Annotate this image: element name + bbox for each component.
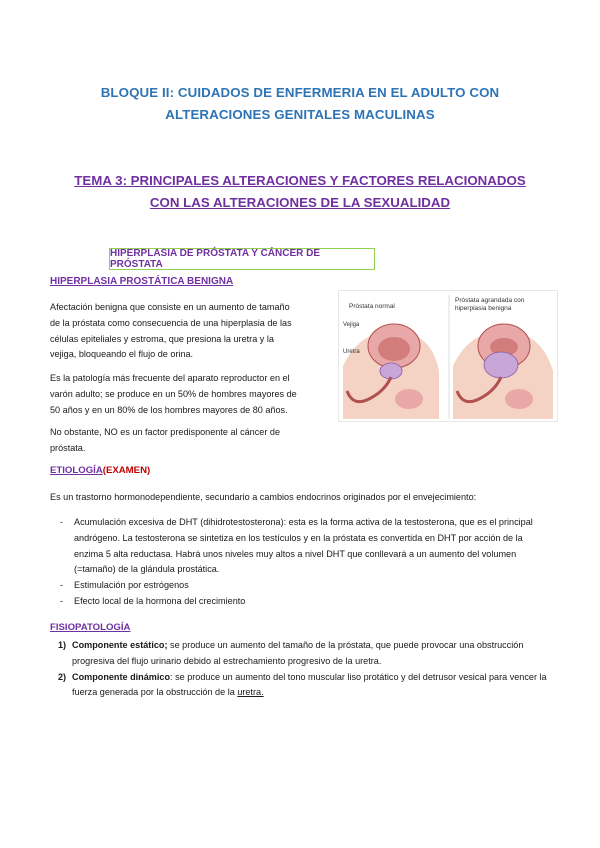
item-number: 2): [58, 671, 67, 682]
list-item: - Efecto local de la hormona del crecimiento: [60, 594, 550, 610]
list-item: [58, 638, 550, 670]
text-line: células epiteliales y estroma, que presiona la uretra y la: [50, 333, 274, 344]
etiologia-heading: [50, 465, 150, 476]
bladder-inner: [378, 337, 410, 361]
testicle-shape: [505, 389, 533, 409]
prostate-illustration-svg: [339, 291, 559, 423]
text-line: varón adulto; se produce en un 50% de hombres mayores de: [50, 388, 297, 399]
tema-title-line2: CON LAS ALTERACIONES DE LA SEXUALIDAD: [149, 195, 451, 210]
prostate-illustration: [338, 290, 558, 422]
item-number: 1): [58, 640, 67, 650]
list-item: - Estimulación por estrógenos: [60, 578, 550, 594]
list-item: [58, 670, 550, 702]
bloque-title-line1: BLOQUE II: CUIDADOS DE ENFERMERIA EN EL ADULTO CON: [100, 85, 500, 100]
label-uretra-left: Uretra: [343, 349, 360, 355]
text-line: Es la patología más frecuente del aparato reproductor en el: [50, 373, 290, 383]
text-line: de la próstata como consecuencia de una hiperplasia de las: [50, 317, 292, 328]
label-enlarged-1: Próstata agrandada con: [455, 297, 525, 304]
hbp-paragraph-3: [50, 425, 335, 457]
fisiopatologia-list: [58, 638, 550, 701]
enlarged-prostate-shape: [484, 352, 518, 378]
fisiopatologia-heading: FISIOPATOLOGÍA: [50, 622, 131, 633]
etiologia-list: [60, 515, 550, 610]
text-line: Afectación benigna que consiste en un aumento de tamaño: [50, 302, 290, 312]
text-line: 50 años y en un 80% de los hombres mayores de 80 años.: [50, 404, 288, 415]
etiologia-intro: Es un trastorno hormonodependiente, secundario a cambios endocrinos originados por el envejecimiento:: [50, 492, 477, 502]
text-line: próstata.: [50, 442, 86, 453]
section-box: HIPERPLASIA DE PRÓSTATA Y CÁNCER DE PRÓSTATA: [109, 248, 375, 270]
bloque-title: [60, 82, 540, 126]
hbp-paragraph-1: [50, 300, 335, 363]
testicle-shape: [395, 389, 423, 409]
item-term: Componente dinámico: [72, 671, 171, 682]
label-vejiga-left: Vejiga: [343, 322, 360, 328]
prostate-shape: [380, 363, 402, 379]
enlarged-prostate-drawing: [453, 324, 553, 419]
item-tail: uretra.: [237, 687, 264, 698]
hbp-heading: HIPERPLASIA PROSTÁTICA BENIGNA: [50, 276, 234, 287]
item-term: Componente estático;: [72, 640, 168, 650]
hbp-paragraph-2: [50, 371, 335, 418]
label-enlarged-2: hiperplasia benigna: [455, 305, 512, 312]
text-line: No obstante, NO es un factor predisponente al cáncer de: [50, 427, 281, 437]
label-normal: Próstata normal: [349, 303, 395, 310]
bloque-title-line2: ALTERACIONES GENITALES MACULINAS: [165, 107, 435, 122]
exam-tag: (EXAMEN): [102, 465, 151, 476]
text-line: vejiga, bloqueando el flujo de orina.: [50, 349, 194, 360]
tema-title: [55, 170, 545, 214]
normal-prostate-drawing: [343, 324, 439, 419]
item-text: se produce un aumento del tamaño de la próstata, que puede provocar una obstrucción progresiva del flujo urinario debido al estrechamiento progresivo de la uretra.: [72, 640, 524, 666]
tema-title-line1: TEMA 3: PRINCIPALES ALTERACIONES Y FACTORES RELACIONADOS: [74, 173, 526, 188]
item-text: : se produce un aumento del tono muscular liso protático y del detrusor vesical para vencer la fuerza generada por la obstrucción de la: [72, 671, 547, 698]
etiologia-title: ETIOLOGÍA: [50, 465, 103, 476]
list-item: - Acumulación excesiva de DHT (dihidrotestosterona): esta es la forma activa de la testosterona, que es el principal andrógeno. La testosterona se sintetiza en los testículos y en la próstata es convertida en DHT por acción de la enzima 5 alta reductasa. Habrá unos niveles muy altos a nivel DHT que conllevará a un aumento del volumen (=tamaño) de la glándula prostática.: [60, 515, 550, 578]
